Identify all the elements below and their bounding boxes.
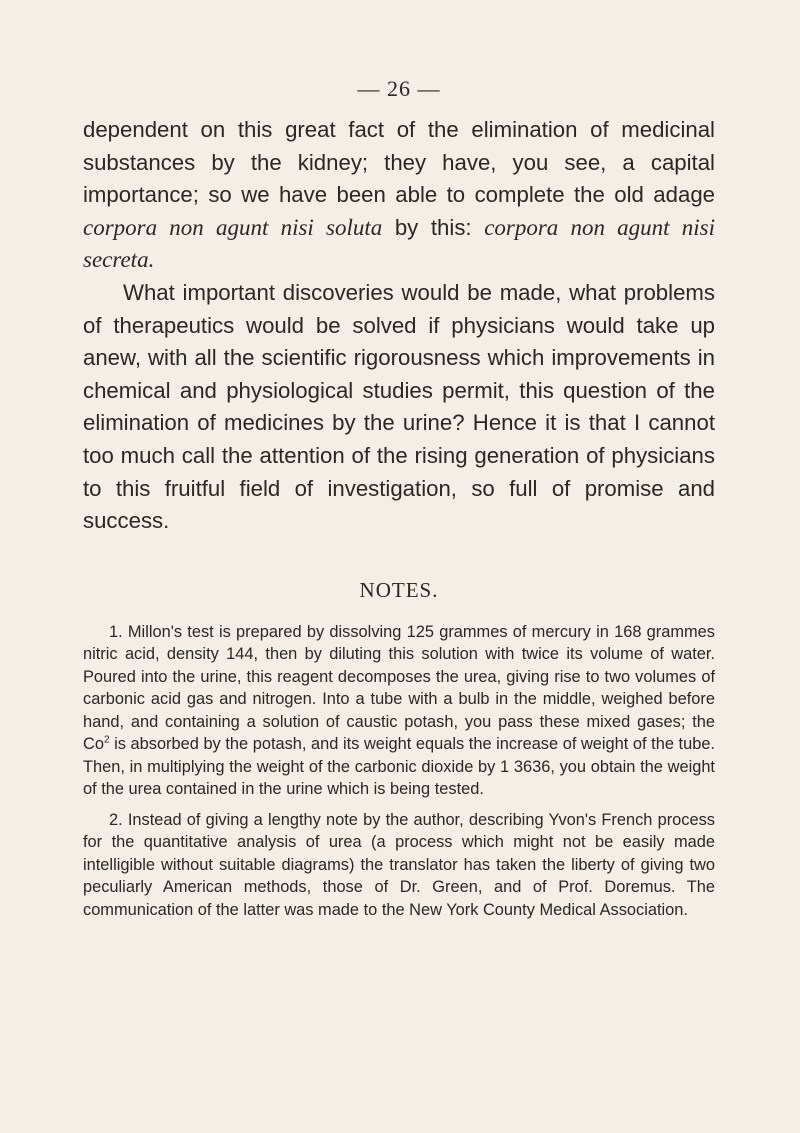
paragraph-1-text-b: by this: xyxy=(382,214,485,240)
page-number: — 26 — xyxy=(357,76,441,101)
note-1-text-b: is absorbed by the potash, and its weight equals the increase of weight of the tube. Then, in multiplying the weight of the carbonic dioxide by 1 3636, you obtain the weight of the urea contained in the urine which is being tested. xyxy=(83,735,715,799)
book-page xyxy=(83,76,715,929)
paragraph-1-text-a: dependent on this great fact of the elimination of medicinal substances by the kidney; they have, you see, a capital importance; so we have been able to complete the old adage xyxy=(83,117,715,208)
paragraph-2: What important discoveries would be made, what problems of therapeutics would be solved if physicians would take up anew, with all the scientific rigorousness which improvements in chemical and physiological studies permit, this question of the elimination of medicines by the urine? Hence it is that I cannot too much call the attention of the rising generation of physicians to this fruitful field of investigation, so full of promise and success. xyxy=(83,279,715,534)
notes-section xyxy=(83,621,715,922)
note-2: 2. Instead of giving a lengthy note by the author, describing Yvon's French process for the quantitative analysis of urea (a process which might not be easily made intelligible without suitable diagrams) the translator has taken the liberty of giving two peculiarly American methods, those of Dr. Green, and of Prof. Doremus. The communication of the latter was made to the New York County Medical Association. xyxy=(83,810,715,919)
latin-adage-secreta: corpora non agunt nisi secreta. xyxy=(83,214,715,273)
paragraph-1 xyxy=(83,114,715,277)
body-text xyxy=(83,114,715,538)
note-1 xyxy=(83,621,715,801)
note-1-text-a: 1. Millon's test is prepared by dissolving 125 grammes of mercury in 168 grammes nitric acid, density 144, then by diluting this solution with twice its volume of water. Poured into the urine, this reagent decomposes the urea, giving rise to two volumes of carbonic acid gas and nitrogen. Into a tube with a bulb in the middle, weighed before hand, and containing a solution of caustic potash, you pass these mixed gases; the Co xyxy=(83,622,715,754)
notes-heading: NOTES. xyxy=(359,577,439,602)
latin-adage-soluta: corpora non agunt nisi soluta xyxy=(83,214,383,240)
note-1-superscript: 2 xyxy=(103,734,110,746)
